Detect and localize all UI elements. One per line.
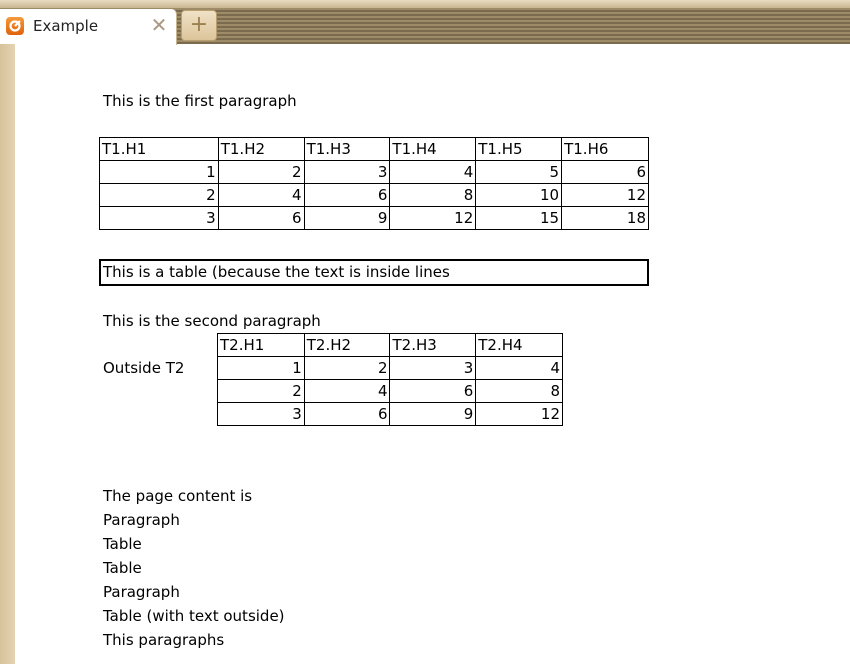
- content-list-item: This paragraphs: [103, 631, 225, 649]
- table-header-cell: T1.H4: [390, 138, 476, 161]
- table-row: [100, 184, 649, 207]
- table-cell: 2: [218, 380, 305, 403]
- table-cell: 18: [562, 207, 649, 230]
- table-header-cell: T2.H3: [390, 334, 476, 357]
- table-cell: 12: [562, 184, 649, 207]
- table-cell: 4: [476, 357, 563, 380]
- table-cell: 6: [304, 184, 390, 207]
- table-header-cell: T1.H6: [562, 138, 649, 161]
- table-row: [218, 380, 563, 403]
- table-header-cell: T2.H2: [304, 334, 390, 357]
- table-cell: 3: [304, 161, 390, 184]
- table-header-cell: T1.H5: [476, 138, 562, 161]
- table-cell: 4: [390, 161, 476, 184]
- table-row: [100, 161, 649, 184]
- table-cell: 2: [100, 184, 219, 207]
- table-cell: 3: [100, 207, 219, 230]
- table-2-header-row: [218, 334, 563, 357]
- table-row: [218, 403, 563, 426]
- table-header-cell: T1.H1: [100, 138, 219, 161]
- table-cell: 12: [390, 207, 476, 230]
- tab-bar: [0, 0, 850, 44]
- window-left-frame: [0, 44, 15, 664]
- table-header-cell: T2.H1: [218, 334, 305, 357]
- tab-title: Example: [33, 17, 99, 35]
- table-row: [100, 207, 649, 230]
- second-paragraph: This is the second paragraph: [103, 312, 321, 330]
- table-2: [217, 333, 563, 426]
- table-cell: 3: [218, 403, 305, 426]
- table-cell: 8: [476, 380, 563, 403]
- table-cell: 8: [390, 184, 476, 207]
- table-cell: 6: [304, 403, 390, 426]
- close-icon[interactable]: ✕: [150, 13, 168, 37]
- content-list-item: Table: [103, 535, 142, 553]
- content-list-item: Paragraph: [103, 583, 180, 601]
- outside-table-label: Outside T2: [103, 359, 185, 377]
- table-cell: 1: [100, 161, 219, 184]
- table-cell: 2: [304, 357, 390, 380]
- new-tab-button[interactable]: +: [181, 10, 217, 41]
- table-cell: 6: [218, 207, 304, 230]
- table-cell: 4: [304, 380, 390, 403]
- first-paragraph: This is the first paragraph: [103, 92, 297, 110]
- content-list-item: Table (with text outside): [103, 607, 285, 625]
- table-header-cell: T1.H3: [304, 138, 390, 161]
- table-cell: 3: [390, 357, 476, 380]
- table-row: [218, 357, 563, 380]
- boxed-text-table: This is a table (because the text is inside lines: [99, 259, 649, 286]
- window-top-edge: [0, 0, 850, 8]
- content-list-item: Table: [103, 559, 142, 577]
- table-cell: 2: [218, 161, 304, 184]
- browser-logo-icon: [6, 17, 24, 35]
- table-cell: 15: [476, 207, 562, 230]
- table-cell: 5: [476, 161, 562, 184]
- table-header-cell: T1.H2: [218, 138, 304, 161]
- table-cell: 12: [476, 403, 563, 426]
- table-cell: 9: [304, 207, 390, 230]
- table-1: [99, 137, 649, 230]
- table-cell: 1: [218, 357, 305, 380]
- table-cell: 6: [562, 161, 649, 184]
- table-cell: 10: [476, 184, 562, 207]
- table-cell: 4: [218, 184, 304, 207]
- page-content-list: [103, 484, 285, 652]
- table-1-header-row: [100, 138, 649, 161]
- content-list-item: The page content is: [103, 487, 253, 505]
- table-header-cell: T2.H4: [476, 334, 563, 357]
- table-cell: 9: [390, 403, 476, 426]
- content-list-item: Paragraph: [103, 511, 180, 529]
- browser-tab[interactable]: [0, 9, 176, 45]
- table-cell: 6: [390, 380, 476, 403]
- page-content: [15, 44, 850, 664]
